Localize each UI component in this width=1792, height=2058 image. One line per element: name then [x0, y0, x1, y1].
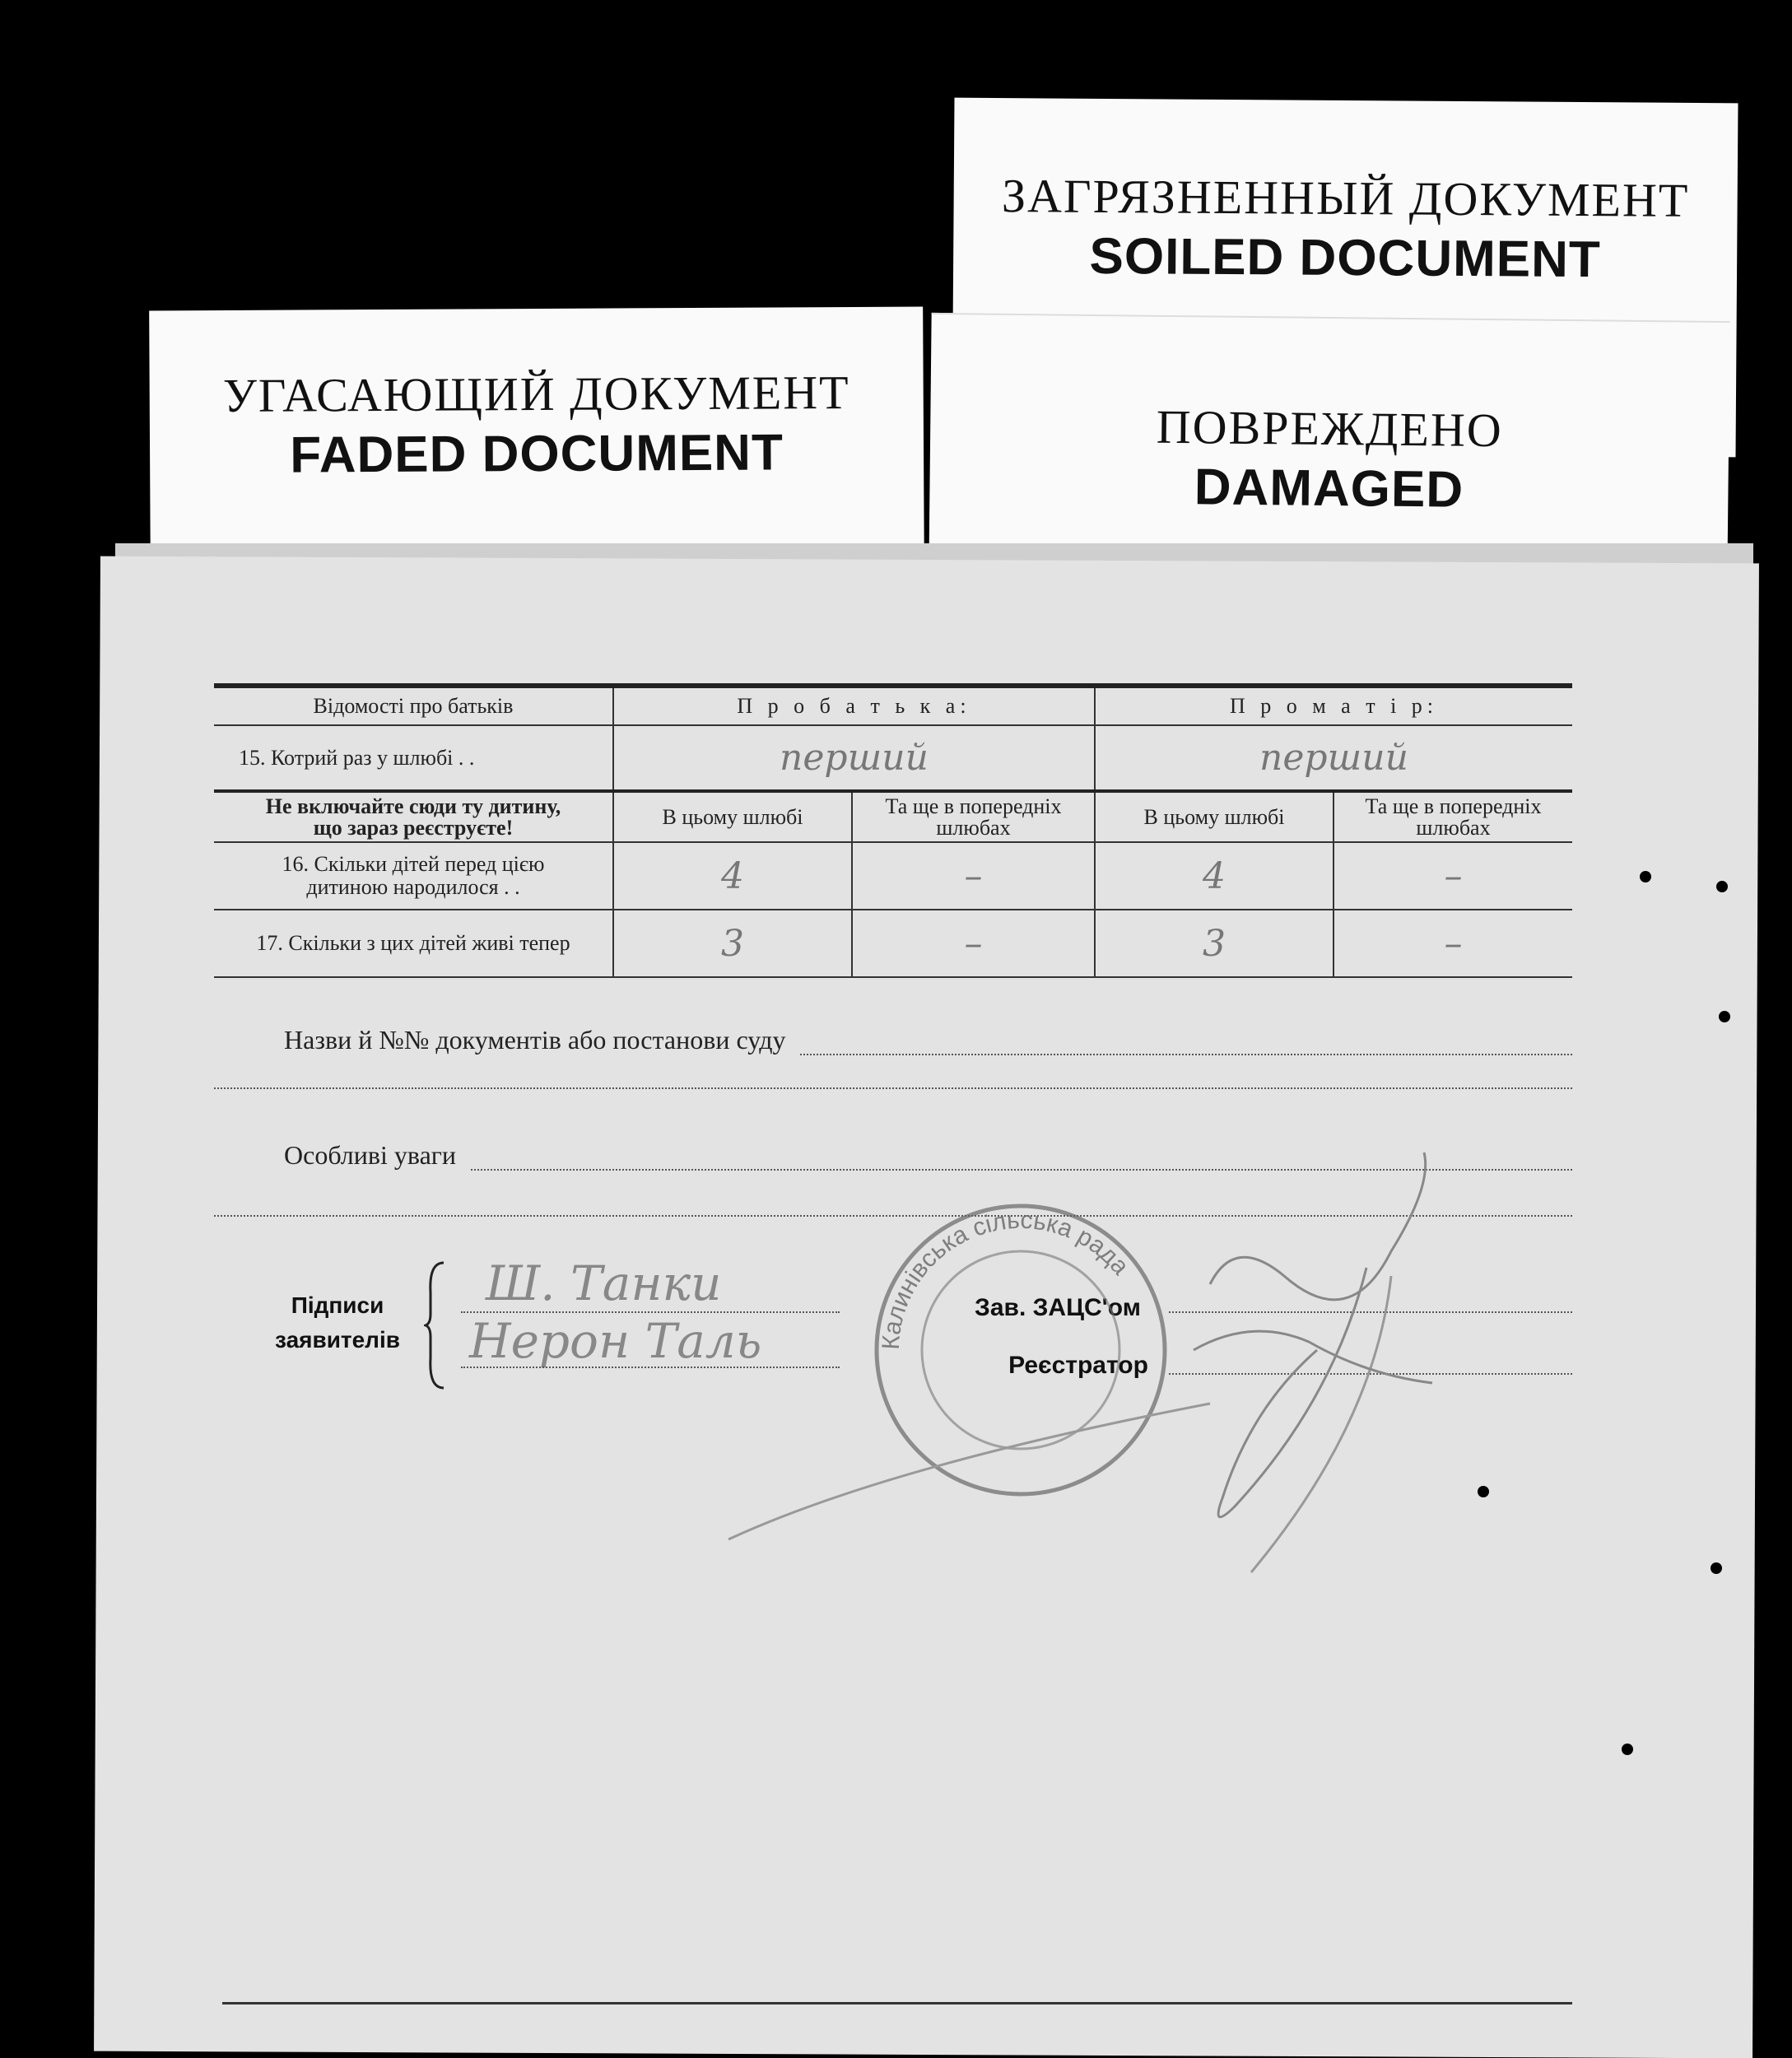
- punch-hole: [1719, 1011, 1730, 1022]
- registrar-signature: [1185, 1136, 1465, 1597]
- father-this-marriage-header: В цьому шлюбі: [613, 791, 852, 842]
- row15-label: 15. Котрий раз у шлюбі . .: [214, 725, 613, 791]
- row17-label: 17. Скільки з цих дітей живі тепер: [214, 910, 613, 977]
- header-mother: П р о м а т і р:: [1095, 686, 1572, 725]
- soiled-label-ru: ЗАГРЯЗНЕННЫЙ ДОКУМЕНТ: [1001, 169, 1690, 227]
- svg-text:Калинівська сільська рада: [877, 1207, 1134, 1351]
- punch-hole: [1716, 881, 1728, 892]
- faded-document-label: [149, 307, 924, 575]
- row17-mother-this: 3: [1095, 910, 1334, 977]
- punch-hole: [1640, 871, 1651, 882]
- note-line1: Не включайте сюди ту дитину,: [265, 794, 561, 818]
- head-zags-label: Зав. ЗАЦС'ом: [975, 1294, 1141, 1321]
- punch-hole: [1622, 1744, 1633, 1755]
- stamp-text: Калинівська сільська рада: [877, 1206, 1134, 1351]
- header-father: П р о б а т ь к а:: [613, 686, 1095, 725]
- note-line2: що зараз реєструєте!: [313, 815, 514, 840]
- faded-label-ru: УГАСАЮЩИЙ ДОКУМЕНТ: [222, 366, 850, 422]
- documents-label: Назви й №№ документів або постанови суду: [284, 1025, 786, 1055]
- soiled-label-en: SOILED DOCUMENT: [1089, 227, 1602, 289]
- documents-continuation-row: [214, 1087, 1572, 1089]
- row15-father-value: перший: [613, 725, 1095, 791]
- note-exclude-child: [214, 791, 613, 842]
- pen-stroke: [724, 1399, 1218, 1548]
- row16-label: [214, 842, 613, 910]
- damaged-label: [929, 313, 1729, 582]
- header-parents-info: Відомості про батьків: [214, 686, 613, 725]
- mother-previous-header: Та ще в попередніх шлюбах: [1334, 791, 1572, 842]
- punch-hole: [1711, 1562, 1722, 1574]
- remarks-label: Особливі уваги: [284, 1140, 457, 1170]
- row16-label-line1: 16. Скільки дітей перед цією: [282, 852, 545, 876]
- parents-info-table: [214, 683, 1572, 978]
- row17-father-this: 3: [613, 910, 852, 977]
- applicants-label-line2: заявителів: [275, 1327, 400, 1353]
- damaged-label-en: DAMAGED: [1194, 459, 1464, 519]
- applicant-line-2: [461, 1367, 840, 1368]
- row17-father-prev: –: [852, 910, 1095, 977]
- bottom-rule: [222, 2002, 1572, 2004]
- row16-mother-prev: –: [1334, 842, 1572, 910]
- applicants-signatures-label: [268, 1288, 407, 1357]
- damaged-label-ru: ПОВРЕЖДЕНО: [1156, 399, 1504, 458]
- punch-hole: [1478, 1486, 1489, 1497]
- row16-father-this: 4: [613, 842, 852, 910]
- row16-father-prev: –: [852, 842, 1095, 910]
- row17-mother-prev: –: [1334, 910, 1572, 977]
- row15-mother-value: перший: [1095, 725, 1572, 791]
- row16-label-line2: дитиною народилося . .: [306, 875, 520, 899]
- applicant-signature-2: Нерон Таль: [469, 1313, 762, 1369]
- documents-row: [214, 1025, 1572, 1055]
- row16-mother-this: 4: [1095, 842, 1334, 910]
- faded-label-en: FADED DOCUMENT: [290, 424, 784, 484]
- mother-this-marriage-header: В цьому шлюбі: [1095, 791, 1334, 842]
- applicant-signature-1: Ш. Танки: [486, 1255, 722, 1311]
- applicants-label-line1: Підписи: [291, 1292, 384, 1318]
- documents-dotted-line-2: [214, 1087, 1572, 1089]
- father-previous-header: Та ще в попередніх шлюбах: [852, 791, 1095, 842]
- brace-icon: [424, 1259, 449, 1391]
- applicant-line-1: [461, 1311, 840, 1313]
- documents-dotted-line: [800, 1053, 1572, 1055]
- registrar-label: Реєстратор: [1008, 1352, 1148, 1379]
